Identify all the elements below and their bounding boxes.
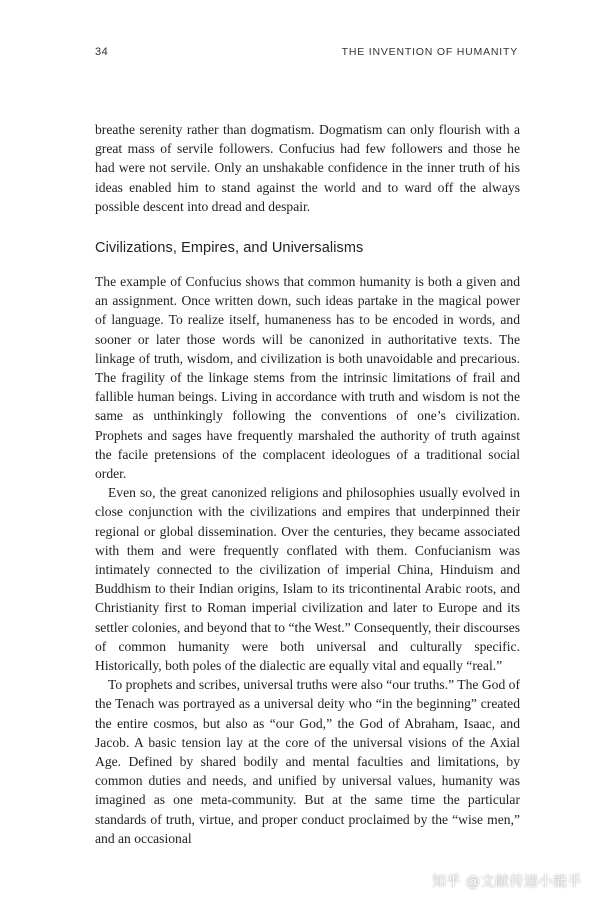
- section-paragraph-1: The example of Confucius shows that common humanity is both a given and an assignment. Once written down, such ideas partake in the magical power of language. To realize itself, humaneness has to be encoded in words, and sooner or later those words will be canonized in authoritative texts. The linkage of truth, wisdom, and civilization is both unavoidable and precarious. The fragility of the linkage stems from the intrinsic limitations of frail and fallible human beings. Living in accordance with truth and wisdom is not the same as unthinkingly following the conventions of one’s civilization. Prophets and sages have frequently marshaled the authority of truth against the facile pretensions of the complacent ideologues of a traditional social order.: [95, 274, 520, 482]
- page-number: 34: [95, 46, 109, 58]
- section-text-block: [95, 272, 520, 848]
- section-paragraph-3: To prophets and scribes, universal truths were also “our truths.” The God of the Tenach was portrayed as a universal deity who “in the beginning” created the entire cosmos, but also as “our God,” the God of Abraham, Isaac, and Jacob. A basic tension lay at the core of the universal visions of the Axial Age. Defined by shared bodily and mental faculties and limitations, by common duties and needs, and unified by universal values, humanity was imagined as one meta-community. But at the same time the particular standards of truth, virtue, and proper conduct proclaimed by the “wise men,” and an occasional: [95, 677, 520, 846]
- watermark: 知乎 @文献传递小能手: [432, 874, 582, 890]
- section-paragraph-2: Even so, the great canonized religions and philosophies usually evolved in close conjunction with the civilizations and empires that underpinned their regional or global dissemination. Over the centuries, they became associated with them and were frequently conflated with them. Confucianism was intimately connected to the civilization of imperial China, Hinduism and Buddhism to their Indian origins, Islam to its tricontinental Arabic roots, and Christianity first to Roman imperial civilization and later to Europe and its settler colonies, and beyond that to “the West.” Consequently, their discourses of common humanity were both universal and culturally specific. Historically, both poles of the dialectic are equally vital and equally “real.”: [95, 485, 520, 674]
- section-heading: Civilizations, Empires, and Universalisms: [95, 240, 364, 256]
- intro-paragraph: breathe serenity rather than dogmatism. Dogmatism can only flourish with a great mass of servile followers. Confucius had few followers and those he had were not servile. Only an unshakable confidence in the inner truth of his ideas enabled him to stand against the world and to ward off the always possible descent into dread and despair.: [95, 122, 520, 214]
- intro-text-block: [95, 120, 520, 216]
- running-title: THE INVENTION OF HUMANITY: [341, 46, 518, 58]
